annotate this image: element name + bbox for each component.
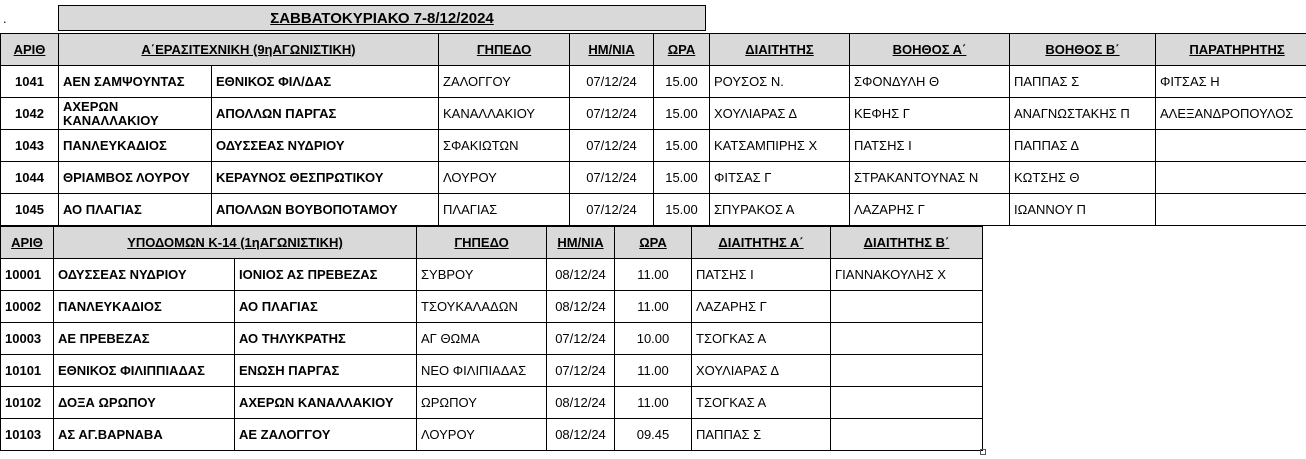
table-cell: ΑΝΑΓΝΩΣΤΑΚΗΣ Π — [1010, 98, 1156, 130]
table-cell: ΡΟΥΣΟΣ Ν. — [710, 66, 850, 98]
table-cell: 1045 — [1, 194, 59, 226]
table-cell: 07/12/24 — [570, 98, 654, 130]
table-cell: ΦΙΤΣΑΣ Η — [1156, 66, 1306, 98]
table-cell: 07/12/24 — [570, 162, 654, 194]
table-cell: ΑΕ ΖΑΛΟΓΓΟΥ — [235, 419, 417, 451]
table-cell: 07/12/24 — [570, 66, 654, 98]
column-header: ΒΟΗΘΟΣ Β΄ — [1010, 34, 1156, 66]
header-row — [1, 227, 983, 259]
table-cell: ΝΕΟ ΦΙΛΙΠΙΑΔΑΣ — [417, 355, 547, 387]
table-cell: ΑΓ ΘΩΜΑ — [417, 323, 547, 355]
page-title: ΣΑΒΒΑΤΟΚΥΡΙΑΚΟ 7-8/12/2024 — [58, 5, 706, 31]
table-cell: ΣΦΟΝΔΥΛΗ Θ — [850, 66, 1010, 98]
table-cell: ΙΟΝΙΟΣ ΑΣ ΠΡΕΒΕΖΑΣ — [235, 259, 417, 291]
table-cell: ΑΟ ΠΛΑΓΙΑΣ — [59, 194, 212, 226]
header-row — [1, 34, 1306, 66]
table-cell: 11.00 — [615, 387, 692, 419]
table-cell: 10102 — [1, 387, 54, 419]
table-cell: ΠΛΑΓΙΑΣ — [439, 194, 570, 226]
table-cell: ΛΟΥΡΟΥ — [417, 419, 547, 451]
table-row — [1, 355, 983, 387]
table-cell: ΣΤΡΑΚΑΝΤΟΥΝΑΣ Ν — [850, 162, 1010, 194]
table-cell: 1042 — [1, 98, 59, 130]
table-cell: ΔΟΞΑ ΩΡΩΠΟΥ — [54, 387, 235, 419]
table-cell — [1156, 162, 1306, 194]
table-row — [1, 259, 983, 291]
table-cell: ΑΕ ΠΡΕΒΕΖΑΣ — [54, 323, 235, 355]
table-cell: ΤΣΟΥΚΑΛΑΔΩΝ — [417, 291, 547, 323]
table-row — [1, 323, 983, 355]
table-cell: 15.00 — [654, 194, 710, 226]
table-cell: ΠΑΠΠΑΣ Δ — [1010, 130, 1156, 162]
table-cell: ΑΟ ΠΛΑΓΙΑΣ — [235, 291, 417, 323]
table-cell: ΚΕΡΑΥΝΟΣ ΘΕΣΠΡΩΤΙΚΟΥ — [212, 162, 439, 194]
table-cell: 08/12/24 — [547, 419, 615, 451]
table-cell — [831, 291, 983, 323]
table-cell: ΚΕΦΗΣ Γ — [850, 98, 1010, 130]
table-cell: ΓΙΑΝΝΑΚΟΥΛΗΣ Χ — [831, 259, 983, 291]
column-header: ΠΑΡΑΤΗΡΗΤΗΣ — [1156, 34, 1306, 66]
table-cell: 11.00 — [615, 259, 692, 291]
table-cell: 15.00 — [654, 66, 710, 98]
table-cell: ΩΡΩΠΟΥ — [417, 387, 547, 419]
table-cell: ΠΑΤΣΗΣ Ι — [850, 130, 1010, 162]
column-header: ΒΟΗΘΟΣ Α΄ — [850, 34, 1010, 66]
column-header: ΔΙΑΙΤΗΤΗΣ Α΄ — [692, 227, 831, 259]
table-cell — [831, 387, 983, 419]
table-cell: ΑΣ ΑΓ.ΒΑΡΝΑΒΑ — [54, 419, 235, 451]
table-cell: 15.00 — [654, 130, 710, 162]
table-cell: ΣΦΑΚΙΩΤΩΝ — [439, 130, 570, 162]
column-header: ΓΗΠΕΔΟ — [439, 34, 570, 66]
table-cell: 10.00 — [615, 323, 692, 355]
table-cell: ΠΑΝΛΕΥΚΑΔΙΟΣ — [59, 130, 212, 162]
table-row — [1, 419, 983, 451]
table-cell: 08/12/24 — [547, 291, 615, 323]
table-cell: ΛΑΖΑΡΗΣ Γ — [850, 194, 1010, 226]
column-header: ΓΗΠΕΔΟ — [417, 227, 547, 259]
column-header: ΑΡΙΘ — [1, 34, 59, 66]
table-cell: ΧΟΥΛΙΑΡΑΣ Δ — [692, 355, 831, 387]
table-cell: ΑΠΟΛΛΩΝ ΠΑΡΓΑΣ — [212, 98, 439, 130]
table-cell: ΣΥΒΡΟΥ — [417, 259, 547, 291]
table-cell: ΣΠΥΡΑΚΟΣ Α — [710, 194, 850, 226]
table-cell — [831, 355, 983, 387]
table-row — [1, 387, 983, 419]
table-cell: 1044 — [1, 162, 59, 194]
table-cell: ΑΕΝ ΣΑΜΨΟΥΝΤΑΣ — [59, 66, 212, 98]
column-header: ΑΡΙΘ — [1, 227, 54, 259]
table-cell: ΤΣΟΓΚΑΣ Α — [692, 323, 831, 355]
table-cell: 1043 — [1, 130, 59, 162]
table-cell: ΠΑΠΠΑΣ Σ — [1010, 66, 1156, 98]
table-cell: ΕΘΝΙΚΟΣ ΦΙΛΙΠΠΙΑΔΑΣ — [54, 355, 235, 387]
table-cell: ΚΑΝΑΛΛΑΚΙΟΥ — [439, 98, 570, 130]
table-cell — [1156, 130, 1306, 162]
table-cell: 08/12/24 — [547, 259, 615, 291]
table-cell: ΖΑΛΟΓΓΟΥ — [439, 66, 570, 98]
youth-league-table — [0, 226, 983, 451]
column-header: ΩΡΑ — [654, 34, 710, 66]
table-cell: 07/12/24 — [547, 355, 615, 387]
column-header: ΔΙΑΙΤΗΤΗΣ Β΄ — [831, 227, 983, 259]
table-cell: ΟΔΥΣΣΕΑΣ ΝΥΔΡΙΟΥ — [212, 130, 439, 162]
table-cell: 10103 — [1, 419, 54, 451]
table-cell: ΕΘΝΙΚΟΣ ΦΙΛ/ΔΑΣ — [212, 66, 439, 98]
table-cell: ΛΟΥΡΟΥ — [439, 162, 570, 194]
table-cell: 10003 — [1, 323, 54, 355]
table-cell: ΚΩΤΣΗΣ Θ — [1010, 162, 1156, 194]
table-row — [1, 162, 1306, 194]
table-cell: ΠΑΤΣΗΣ Ι — [692, 259, 831, 291]
table-cell: ΑΛΕΞΑΝΔΡΟΠΟΥΛΟΣ — [1156, 98, 1306, 130]
table-cell: 10101 — [1, 355, 54, 387]
table-cell: ΠΑΠΠΑΣ Σ — [692, 419, 831, 451]
table-cell: 11.00 — [615, 355, 692, 387]
table-cell: ΑΧΕΡΩΝ ΚΑΝΑΛΛΑΚΙΟΥ — [59, 98, 212, 130]
selection-handle — [980, 449, 986, 455]
column-header: ΗΜ/ΝΙΑ — [570, 34, 654, 66]
stray-dot: . — [3, 11, 7, 26]
table-cell: ΟΔΥΣΣΕΑΣ ΝΥΔΡΙΟΥ — [54, 259, 235, 291]
column-header: Α΄ΕΡΑΣΙΤΕΧΝΙΚΗ (9ηΑΓΩΝΙΣΤΙΚΗ) — [59, 34, 439, 66]
table-row — [1, 291, 983, 323]
table-cell: ΚΑΤΣΑΜΠΙΡΗΣ Χ — [710, 130, 850, 162]
table-cell — [1156, 194, 1306, 226]
table-cell — [831, 419, 983, 451]
table-cell: 07/12/24 — [547, 323, 615, 355]
table-cell: ΕΝΩΣΗ ΠΑΡΓΑΣ — [235, 355, 417, 387]
table-cell: 15.00 — [654, 162, 710, 194]
table-cell: ΠΑΝΛΕΥΚΑΔΙΟΣ — [54, 291, 235, 323]
table-cell — [831, 323, 983, 355]
table-cell: ΛΑΖΑΡΗΣ Γ — [692, 291, 831, 323]
table-row — [1, 130, 1306, 162]
adult-league-table — [0, 33, 1306, 226]
column-header: ΩΡΑ — [615, 227, 692, 259]
table-cell: ΤΣΟΓΚΑΣ Α — [692, 387, 831, 419]
table-cell: ΦΙΤΣΑΣ Γ — [710, 162, 850, 194]
table-cell: ΘΡΙΑΜΒΟΣ ΛΟΥΡΟΥ — [59, 162, 212, 194]
table-row — [1, 66, 1306, 98]
table-cell: ΑΟ ΤΗΛΥΚΡΑΤΗΣ — [235, 323, 417, 355]
table-cell: 11.00 — [615, 291, 692, 323]
column-header: ΔΙΑΙΤΗΤΗΣ — [710, 34, 850, 66]
table-cell: 08/12/24 — [547, 387, 615, 419]
table-cell: 1041 — [1, 66, 59, 98]
table-row — [1, 98, 1306, 130]
table-cell: 09.45 — [615, 419, 692, 451]
table-cell: 15.00 — [654, 98, 710, 130]
table-cell: 10002 — [1, 291, 54, 323]
table-cell: ΧΟΥΛΙΑΡΑΣ Δ — [710, 98, 850, 130]
column-header: ΗΜ/ΝΙΑ — [547, 227, 615, 259]
table-cell: ΑΠΟΛΛΩΝ ΒΟΥΒΟΠΟΤΑΜΟΥ — [212, 194, 439, 226]
table-cell: 07/12/24 — [570, 194, 654, 226]
table-cell: 10001 — [1, 259, 54, 291]
table-cell: ΙΩΑΝΝΟΥ Π — [1010, 194, 1156, 226]
table-cell: ΑΧΕΡΩΝ ΚΑΝΑΛΛΑΚΙΟΥ — [235, 387, 417, 419]
table-row — [1, 194, 1306, 226]
column-header: ΥΠΟΔΟΜΩΝ Κ-14 (1ηΑΓΩΝΙΣΤΙΚΗ) — [54, 227, 417, 259]
table-cell: 07/12/24 — [570, 130, 654, 162]
